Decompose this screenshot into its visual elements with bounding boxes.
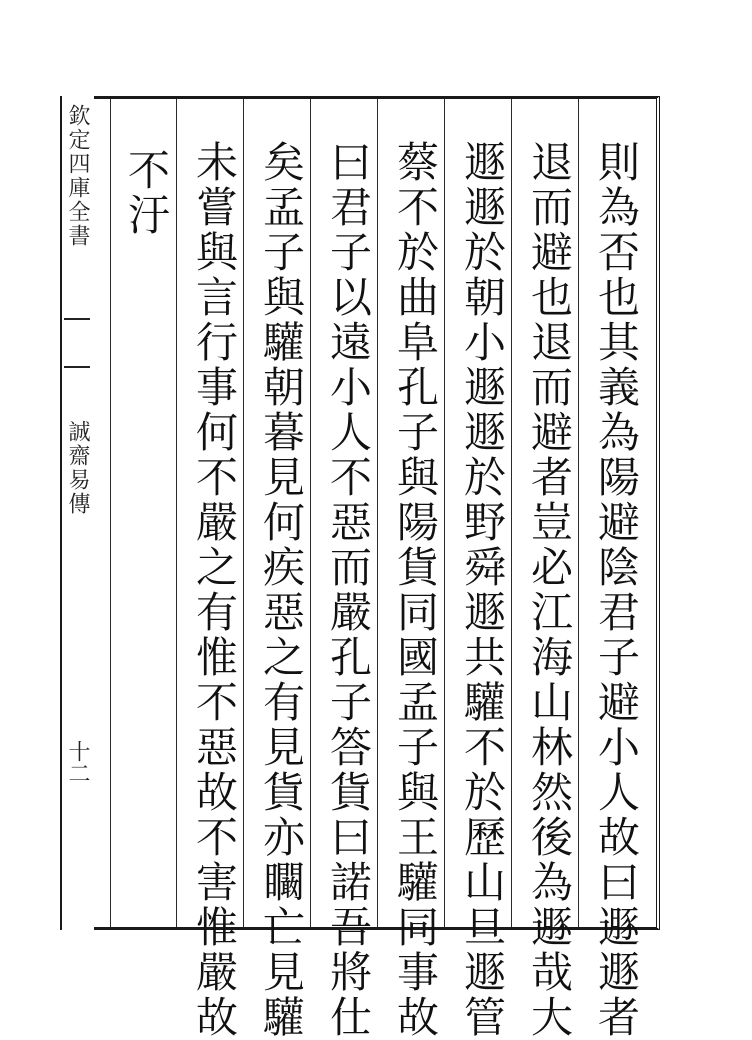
spine-book-title: 誠齋易傳 xyxy=(65,420,90,516)
text-column-4: 蔡不於曲阜孔子與陽貨同國孟子與王驩同事故 xyxy=(391,140,440,1040)
text-column-6: 矣孟子與驩朝暮見何疾惡之有見貨亦矙亡見驩 xyxy=(257,140,306,1040)
column-rule xyxy=(110,99,111,927)
text-column-8: 不汙 xyxy=(122,148,171,238)
text-column-1: 則為否也其義為陽避陰君子避小人故曰遯遯者 xyxy=(592,140,641,1040)
text-column-7: 未嘗與言行事何不嚴之有惟不惡故不害惟嚴故 xyxy=(190,140,239,1040)
text-column-2: 退而避也退而避者豈必江海山林然後為遯哉大 xyxy=(525,140,574,1040)
spine-page-number: 十二 xyxy=(65,740,90,784)
text-column-5: 曰君子以遠小人不惡而嚴孔子答貨曰諾吾將仕 xyxy=(324,140,373,1040)
fish-tail-mark xyxy=(64,318,90,368)
spine-title: 欽定四庫全書 xyxy=(65,104,90,248)
text-column-3: 遯遯於朝小遯遯於野舜遯共驩不於歷山旦遯管 xyxy=(458,140,507,1040)
